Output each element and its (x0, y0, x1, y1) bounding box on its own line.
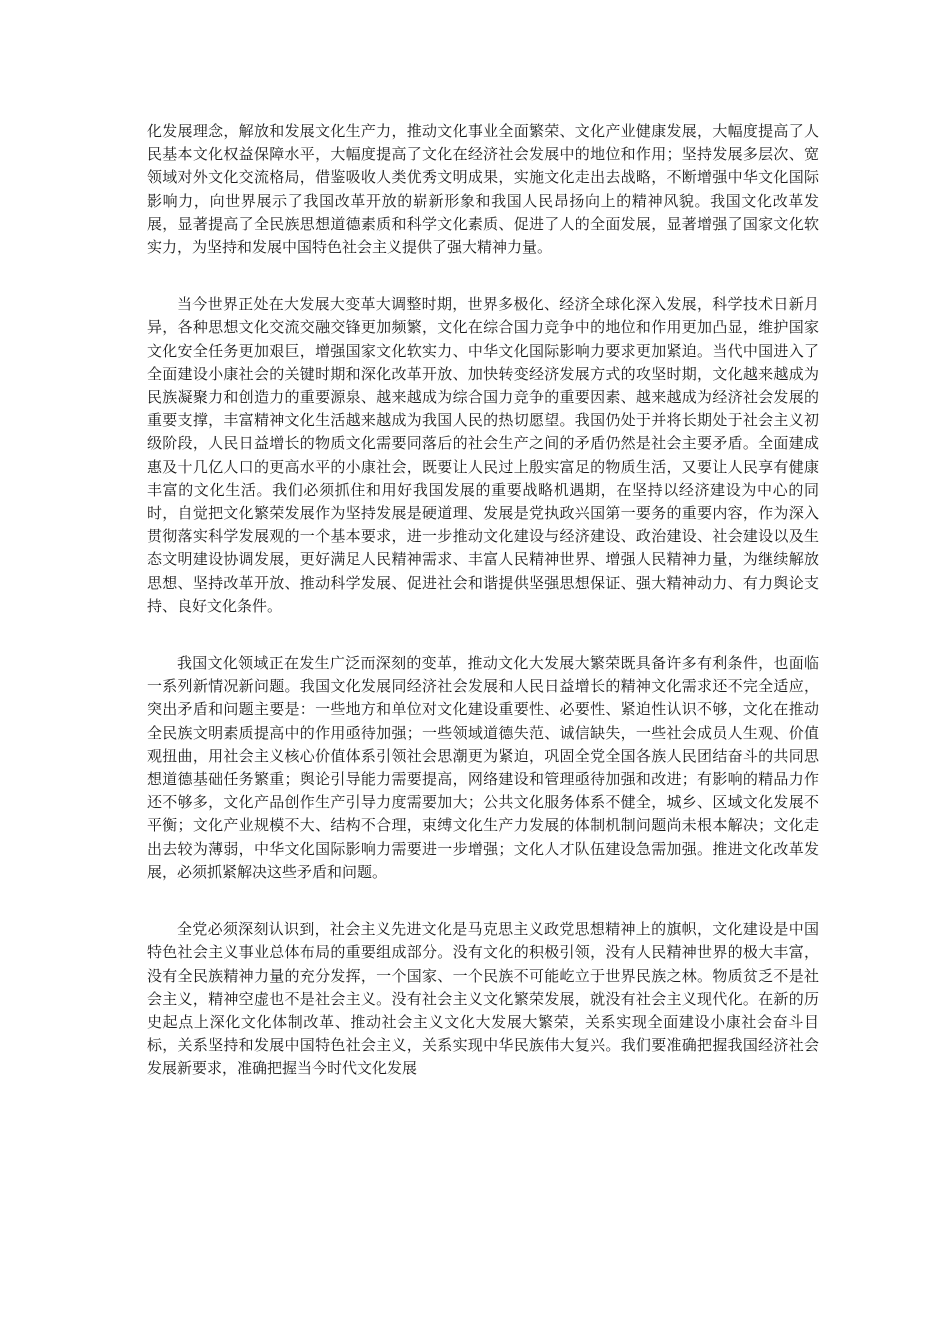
paragraph-1: 化发展理念，解放和发展文化生产力，推动文化事业全面繁荣、文化产业健康发展，大幅度提高了人民基本文化权益保障水平，大幅度提高了文化在经济社会发展中的地位和作用；坚持发展多层次、宽领域对外文化交流格局，借鉴吸收人类优秀文明成果，实施文化走出去战略，不断增强中华文化国际影响力，向世界展示了我国改革开放的崭新形象和我国人民昂扬向上的精神风貌。我国文化改革发展，显著提高了全民族思想道德素质和科学文化素质、促进了人的全面发展，显著增强了国家文化软实力，为坚持和发展中国特色社会主义提供了强大精神力量。 (147, 122, 819, 257)
paragraph-2: 当今世界正处在大发展大变革大调整时期，世界多极化、经济全球化深入发展，科学技术日新月异，各种思想文化交流交融交锋更加频繁，文化在综合国力竞争中的地位和作用更加凸显，维护国家文化安全任务更加艰巨，增强国家文化软实力、中华文化国际影响力要求更加紧迫。当代中国进入了全面建设小康社会的关键时期和深化改革开放、加快转变经济发展方式的攻坚时期，文化越来越成为民族凝聚力和创造力的重要源泉、越来越成为综合国力竞争的重要因素、越来越成为经济社会发展的重要支撑，丰富精神文化生活越来越成为我国人民的热切愿望。我国仍处于并将长期处于社会主义初级阶段，人民日益增长的物质文化需要同落后的社会生产之间的矛盾仍然是社会主要矛盾。全面建成惠及十几亿人口的更高水平的小康社会，既要让人民过上殷实富足的物质生活，又要让人民享有健康丰富的文化生活。我们必须抓住和用好我国发展的重要战略机遇期，在坚持以经济建设为中心的同时，自觉把文化繁荣发展作为坚持发展是硬道理、发展是党执政兴国第一要务的重要内容，作为深入贯彻落实科学发展观的一个基本要求，进一步推动文化建设与经济建设、政治建设、社会建设以及生态文明建设协调发展，更好满足人民精神需求、丰富人民精神世界、增强人民精神力量，为继续解放思想、坚持改革开放、推动科学发展、促进社会和谐提供坚强思想保证、强大精神动力、有力舆论支持、良好文化条件。 (147, 295, 819, 615)
paragraph-3: 我国文化领域正在发生广泛而深刻的变革，推动文化大发展大繁荣既具备许多有利条件，也面临一系列新情况新问题。我国文化发展同经济社会发展和人民日益增长的精神文化需求还不完全适应，突出矛盾和问题主要是：一些地方和单位对文化建设重要性、必要性、紧迫性认识不够，文化在推动全民族文明素质提高中的作用亟待加强；一些领域道德失范、诚信缺失，一些社会成员人生观、价值观扭曲，用社会主义核心价值体系引领社会思潮更为紧迫，巩固全党全国各族人民团结奋斗的共同思想道德基础任务繁重；舆论引导能力需要提高，网络建设和管理亟待加强和改进；有影响的精品力作还不够多，文化产品创作生产引导力度需要加大；公共文化服务体系不健全，城乡、区域文化发展不平衡；文化产业规模不大、结构不合理，束缚文化生产力发展的体制机制问题尚未根本解决；文化走出去较为薄弱，中华文化国际影响力需要进一步增强；文化人才队伍建设急需加强。推进文化改革发展，必须抓紧解决这些矛盾和问题。 (147, 654, 819, 881)
paragraph-4: 全党必须深刻认识到，社会主义先进文化是马克思主义政党思想精神上的旗帜，文化建设是中国特色社会主义事业总体布局的重要组成部分。没有文化的积极引领，没有人民精神世界的极大丰富，没有全民族精神力量的充分发挥，一个国家、一个民族不可能屹立于世界民族之林。物质贫乏不是社会主义，精神空虚也不是社会主义。没有社会主义文化繁荣发展，就没有社会主义现代化。在新的历史起点上深化文化体制改革、推动社会主义文化大发展大繁荣，关系实现全面建设小康社会奋斗目标，关系坚持和发展中国特色社会主义，关系实现中华民族伟大复兴。我们要准确把握我国经济社会发展新要求，准确把握当今时代文化发展 (147, 920, 819, 1078)
document-body (147, 120, 819, 1115)
